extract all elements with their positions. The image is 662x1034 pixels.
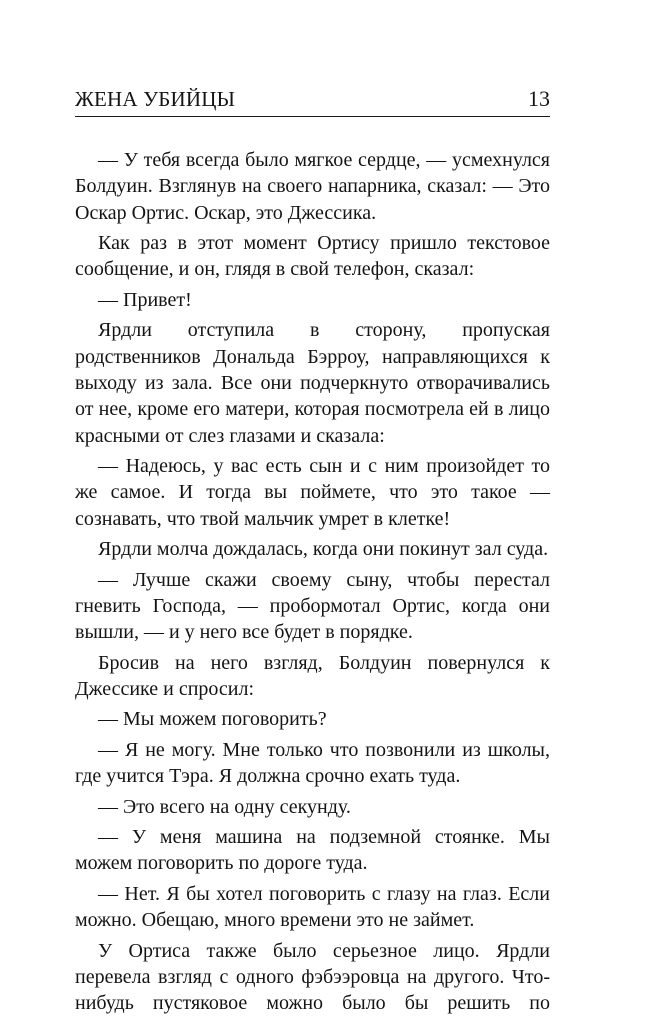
paragraph: — Привет! — [98, 288, 192, 311]
paragraph: Бросив на него взгляд, Болдуин повернулся к Джессике и спросил: — [75, 651, 550, 700]
paragraph: — Это всего на одну секунду. — [98, 795, 351, 818]
paragraph: Ярдли молча дождалась, когда они покинут зал суда. — [98, 538, 549, 561]
paragraph: — У тебя всегда было мягкое сердце, — усмехнулся Болдуин. Взглянув на своего напарника, сказал: — Это Оскар Ортис. Оскар, это Джессика. — [75, 149, 550, 224]
paragraph: — Мы можем поговорить? — [98, 708, 327, 731]
paragraph: Как раз в этот момент Ортису пришло текстовое сообщение, и он, глядя в свой телефон, сказал: — [75, 232, 550, 281]
paragraph: Ярдли отступила в сторону, пропуская родственников Дональда Бэрроу, направляющихся к выходу из зала. Все они подчеркнуто отворачивались от нее, кроме его матери, которая посмотрела ей в лицо красными от слез глазами и сказала: — [75, 319, 550, 447]
paragraph: — Нет. Я бы хотел поговорить с глазу на глаз. Если можно. Обещаю, много времени это не займет. — [75, 882, 550, 932]
paragraph: — Лучше скажи своему сыну, чтобы перестал гневить Господа, — пробормотал Ортис, когда они вышли, — и у него все будет в порядке. — [75, 568, 550, 644]
paragraph: — Я не могу. Мне только что позвонили из школы, где учится Тэра. Я должна срочно ехать туда. — [75, 738, 550, 788]
paragraph: — Надеюсь, у вас есть сын и с ним произойдет то же самое. И тогда вы поймете, что это такое — сознавать, что твой мальчик умрет в клетке! — [75, 455, 550, 530]
paragraph: У Ортиса также было серьезное лицо. Ярдли перевела взгляд с одного фэбээровца на другого. Что-нибудь пустяковое можно было бы решить по — [75, 939, 550, 1015]
page-number: 13 — [528, 86, 550, 111]
running-title: ЖЕНА УБИЙЦЫ — [75, 87, 236, 111]
running-header — [75, 84, 550, 117]
body-text — [75, 147, 550, 1017]
paragraph: — У меня машина на подземной стоянке. Мы можем поговорить по дороге туда. — [75, 826, 550, 875]
